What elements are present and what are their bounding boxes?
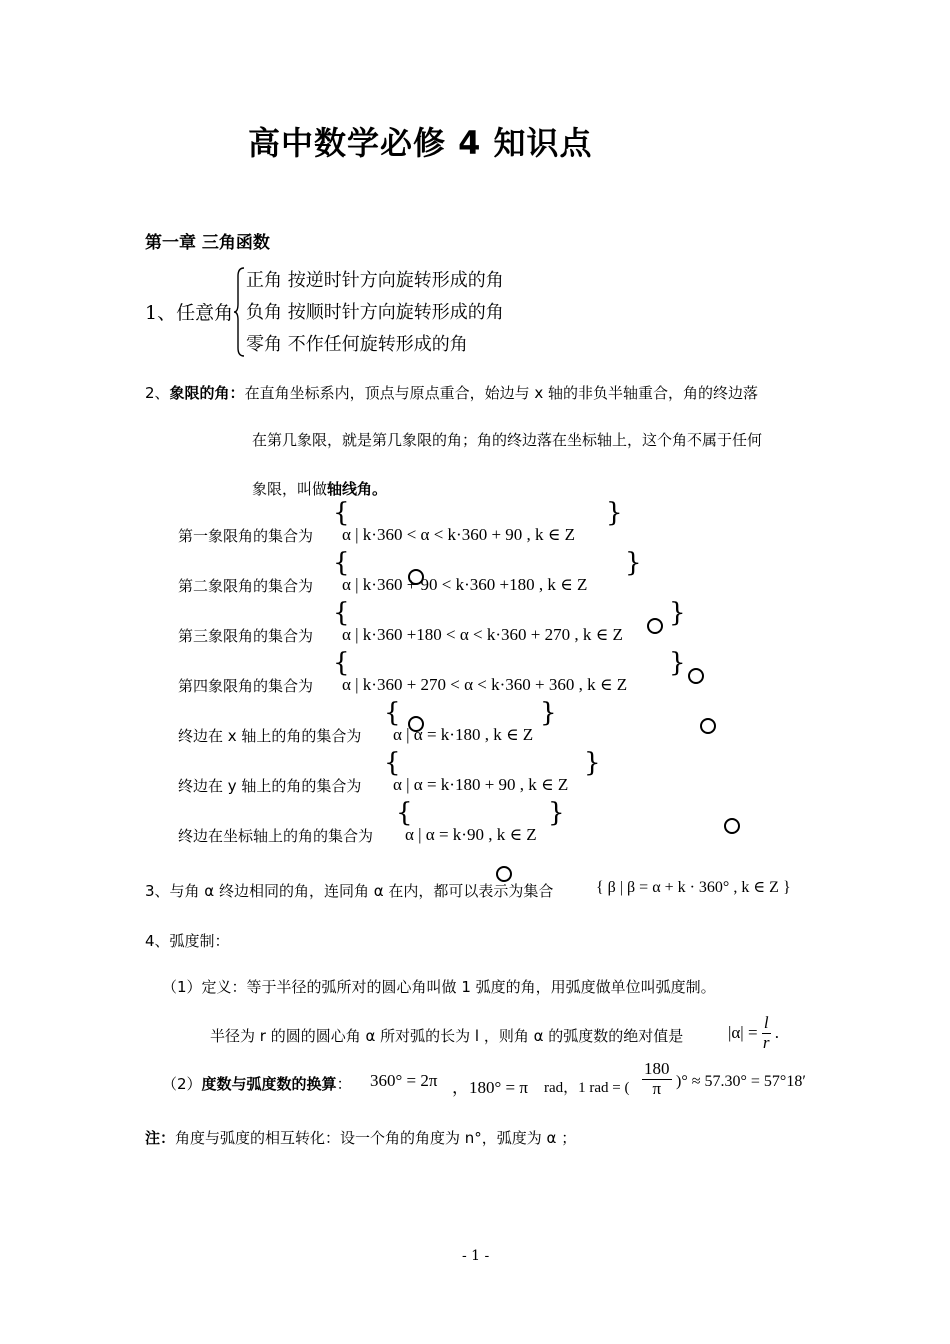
conv-pre: （2）: [162, 1075, 202, 1093]
set-q3-expr: α | k·360 +180 < α < k·360 + 270 , k ∈ Z: [342, 625, 623, 644]
item2-line2: 在第几象限，就是第几象限的角；角的终边落在坐标轴上，这个角不属于任何: [252, 431, 763, 449]
fraction-denominator: r: [762, 1032, 770, 1052]
item1-line-negative: 负角 按顺时针方向旋转形成的角: [246, 302, 504, 323]
item2-num: 2、: [145, 384, 170, 402]
item3-text: 3、与角 α 终边相同的角，连同角 α 在内，都可以表示为集合: [145, 882, 554, 900]
item1-label: 1、任意角: [145, 302, 234, 324]
set-label-axes: 终边在坐标轴上的角的集合为: [178, 827, 374, 845]
set-label-q2: 第二象限角的集合为: [178, 577, 314, 595]
degree-circle-mark: [700, 718, 716, 734]
item3-expr: { β | β = α + k · 360° , k ∈ Z }: [596, 879, 791, 896]
item1-line-zero: 零角 不作任何旋转形成的角: [246, 334, 468, 355]
formula-period: .: [774, 1023, 780, 1043]
set-label-q4: 第四象限角的集合为: [178, 677, 314, 695]
set-q2-rbrace: }: [625, 548, 642, 578]
item4-abs-formula: [728, 1014, 779, 1052]
arc-fraction: [762, 1014, 771, 1052]
conv-frac-num: 180: [644, 1059, 670, 1078]
set-q4-expr: α | k·360 + 270 < α < k·360 + 360 , k ∈ Z: [342, 675, 628, 694]
set-y-rbrace: }: [584, 748, 601, 778]
conv-bold: 度数与弧度数的换算: [201, 1075, 337, 1093]
item1-brace: [233, 266, 245, 358]
fraction-numerator: l: [763, 1013, 769, 1032]
item2-line3: [252, 478, 387, 499]
page-number: - 1 -: [462, 1248, 490, 1264]
set-y-lbrace: {: [384, 748, 401, 778]
chapter-heading: 第一章 三角函数: [145, 233, 270, 253]
set-q3-rbrace: }: [669, 598, 686, 628]
note-line: [145, 1127, 576, 1148]
item2-line3-pre: 象限，叫做: [252, 480, 328, 498]
abs-expr: |α| =: [728, 1023, 758, 1043]
note-text: 角度与弧度的相互转化：设一个角的角度为 n°，弧度为 α ；: [175, 1129, 577, 1147]
item1-line-positive: 正角 按逆时针方向旋转形成的角: [246, 270, 504, 291]
item4-radius-line: 半径为 r 的圆的圆心角 α 所对弧的长为 l ，则角 α 的弧度数的绝对值是: [210, 1027, 684, 1045]
item4-conversion-line: [162, 1073, 352, 1094]
set-axes-expr: α | α = k·90 , k ∈ Z: [405, 825, 537, 844]
conv-expr3: rad，1 rad = (: [544, 1080, 630, 1096]
item4-definition: （1）定义：等于半径的弧所对的圆心角叫做 1 弧度的角，用弧度做单位叫弧度制。: [162, 978, 716, 996]
conv-frac-den: π: [652, 1078, 662, 1098]
conv-frac: [642, 1060, 672, 1098]
set-q4-lbrace: {: [333, 648, 350, 678]
degree-circle-mark: [688, 668, 704, 684]
set-q1-rbrace: }: [606, 498, 623, 528]
degree-circle-mark: [647, 618, 663, 634]
conv-expr4: )° ≈ 57.30° = 57°18′: [676, 1073, 806, 1090]
set-axes-rbrace: }: [548, 798, 565, 828]
conv-expr1: 360° = 2π: [370, 1071, 438, 1090]
item2-text1: 在直角坐标系内，顶点与原点重合，始边与 x 轴的非负半轴重合，角的终边落: [244, 384, 758, 402]
item4-heading: 4、弧度制：: [145, 932, 230, 950]
set-q1-expr: α | k·360 < α < k·360 + 90 , k ∈ Z: [342, 525, 576, 544]
degree-circle-mark: [408, 569, 424, 585]
conv-fraction: [642, 1060, 672, 1098]
set-label-q1: 第一象限角的集合为: [178, 527, 314, 545]
item2-line3-bold: 轴线角。: [327, 480, 388, 498]
conv-colon: ：: [336, 1075, 352, 1093]
item2-head: 象限的角：: [169, 384, 245, 402]
set-q3-lbrace: {: [333, 598, 350, 628]
set-q2-lbrace: {: [333, 548, 350, 578]
set-label-xaxis: 终边在 x 轴上的角的集合为: [178, 727, 362, 745]
set-q2-expr: α | k·360 + 90 < k·360 +180 , k ∈ Z: [342, 575, 588, 594]
page-title: 高中数学必修 4 知识点: [248, 124, 593, 162]
set-x-lbrace: {: [384, 698, 401, 728]
degree-circle-mark: [408, 716, 424, 732]
set-y-expr: α | α = k·180 + 90 , k ∈ Z: [393, 775, 569, 794]
note-bold: 注：: [145, 1129, 176, 1147]
conv-expr2: ，180° = π: [452, 1078, 528, 1097]
set-label-q3: 第三象限角的集合为: [178, 627, 314, 645]
set-label-yaxis: 终边在 y 轴上的角的集合为: [178, 777, 362, 795]
item2-line1: [145, 382, 758, 403]
set-q4-rbrace: }: [669, 648, 686, 678]
set-x-rbrace: }: [540, 698, 557, 728]
degree-circle-mark: [724, 818, 740, 834]
set-x-expr: α | α = k·180 , k ∈ Z: [393, 725, 534, 744]
set-q1-lbrace: {: [333, 498, 350, 528]
set-axes-lbrace: {: [396, 798, 413, 828]
